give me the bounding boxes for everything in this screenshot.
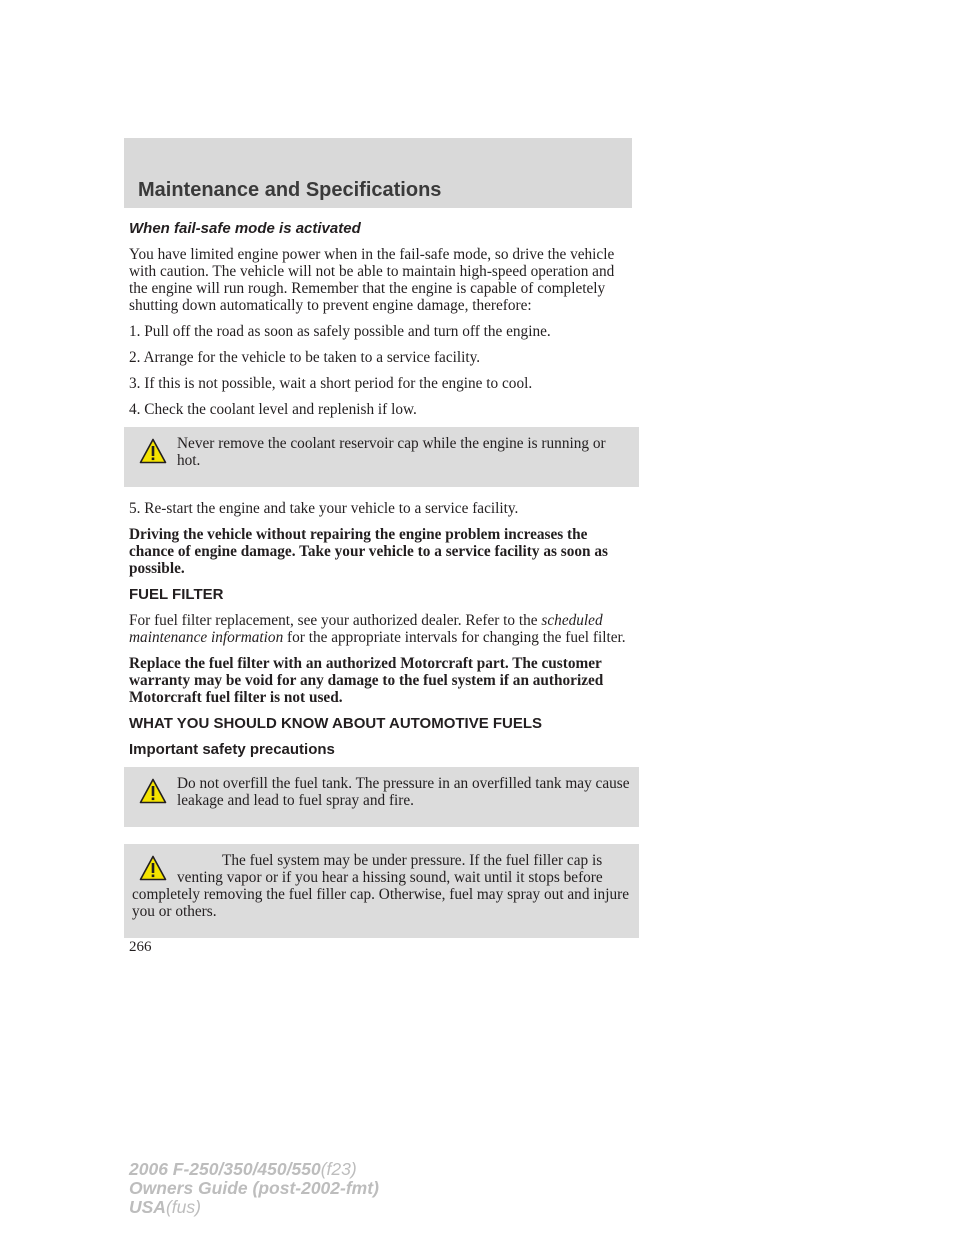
section-header-band <box>124 138 632 208</box>
warning-pressure-text: The fuel system may be under pressure. If the fuel filler cap is venting vapor or if you hear a hissing sound, wait until it stops before completely removing the fuel filler cap. Otherwise, fuel may spray out and injure you or others. <box>132 852 629 920</box>
warning-box-coolant <box>124 427 639 487</box>
page-content <box>129 220 634 951</box>
warning-triangle-icon <box>139 778 167 804</box>
footer-line-3 <box>129 1198 379 1217</box>
warning-triangle-icon <box>139 438 167 464</box>
page-number: 266 <box>129 939 152 955</box>
failsafe-step-5: 5. Re-start the engine and take your vehicle to a service facility. <box>129 500 519 517</box>
fuel-filter-heading: FUEL FILTER <box>129 586 224 603</box>
footer-model: 2006 F-250/350/450/550 <box>129 1159 321 1179</box>
failsafe-intro: You have limited engine power when in the fail-safe mode, so drive the vehicle with caution. The vehicle will not be able to maintain high-speed operation and the engine will run rough. Remember that the engine is capable of completely shutting down automatically to prevent engine damage, therefore: <box>129 246 615 314</box>
footer-market: USA <box>129 1197 166 1217</box>
fuel-filter-text <box>129 612 634 646</box>
failsafe-bold-note: Driving the vehicle without repairing the engine problem increases the chance of engine damage. Take your vehicle to a service facility as soon as possible. <box>129 526 608 577</box>
fuel-filter-bold-note: Replace the fuel filter with an authorized Motorcraft part. The customer warranty may be void for any damage to the fuel system if an authorized Motorcraft fuel filter is not used. <box>129 655 604 706</box>
fuel-filter-ref-link: scheduled maintenance information <box>129 612 603 646</box>
footer <box>129 1160 379 1217</box>
failsafe-step-2: 2. Arrange for the vehicle to be taken to a service facility. <box>129 349 481 366</box>
warning-box-pressure <box>124 844 639 938</box>
warning-box-overfill <box>124 767 639 827</box>
warning-overfill-text: Do not overfill the fuel tank. The pressure in an overfilled tank may cause leakage and lead to fuel spray and fire. <box>177 775 630 809</box>
failsafe-heading: When fail-safe mode is activated <box>129 220 361 237</box>
warning-coolant-text: Never remove the coolant reservoir cap while the engine is running or hot. <box>177 435 606 469</box>
section-title: Maintenance and Specifications <box>138 179 442 201</box>
footer-line-1 <box>129 1160 379 1179</box>
failsafe-step-1: 1. Pull off the road as soon as safely possible and turn off the engine. <box>129 323 551 340</box>
fuel-filter-text-end: for the appropriate intervals for changing the fuel filter. <box>283 629 626 646</box>
footer-line-2 <box>129 1179 379 1198</box>
failsafe-step-4: 4. Check the coolant level and replenish if low. <box>129 401 417 418</box>
footer-guide: Owners Guide (post-2002-fmt) <box>129 1178 379 1198</box>
failsafe-step-3: 3. If this is not possible, wait a short period for the engine to cool. <box>129 375 533 392</box>
footer-model-code: (f23) <box>320 1159 357 1179</box>
safety-precautions-heading: Important safety precautions <box>129 741 335 758</box>
footer-market-code: (fus) <box>165 1197 201 1217</box>
fuel-filter-text-start: For fuel filter replacement, see your authorized dealer. Refer to the <box>129 612 542 629</box>
fuels-heading: WHAT YOU SHOULD KNOW ABOUT AUTOMOTIVE FUELS <box>129 715 543 732</box>
warning-triangle-icon <box>139 855 167 881</box>
